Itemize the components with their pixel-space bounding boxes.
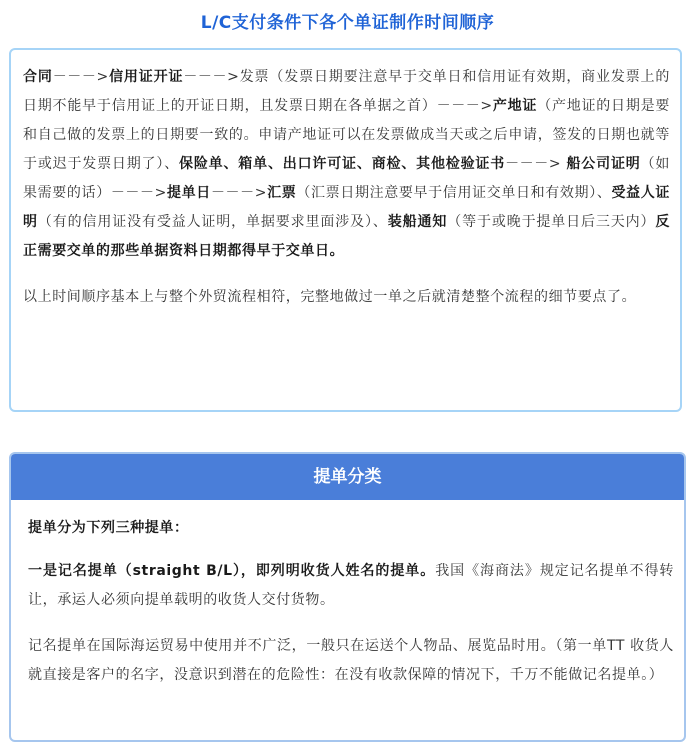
document-order-panel: [9, 48, 682, 412]
summary-paragraph: 以上时间顺序基本上与整个外贸流程相符，完整地做过一单之后就清楚整个流程的细节要点了。: [23, 289, 637, 305]
straight-bl-definition: 一是记名提单（straight B/L），即列明收货人姓名的提单。: [28, 563, 436, 579]
bl-classification-panel: [9, 452, 686, 742]
intro-paragraph: 提单分为下列三种提单：: [28, 520, 189, 536]
term-shipping-company-cert: 船公司证明: [566, 156, 641, 172]
term-bl-date: 提单日: [166, 185, 211, 201]
document-order-paragraph: 合同－－－>信用证开证－－－>发票（发票日期要注意早于交单日和信用证有效期，商业发票上的日期不能早于信用证上的开证日期，且发票日期在各单据之首）－－－>产地证（产地证的日期是要和自己做的发票上的日期要一致的。申请产地证可以在发票做成当天或之后申请，签发的日期也就等于或迟于发票日期了）、保险单、箱单、出口许可证、商检、其他检验证书－－－> 船公司证明（如果需要的话）－－－>提单日－－－>汇票（汇票日期注意要早于信用证交单日和有效期）、受益人证明（有的信用证没有受益人证明，单据要求里面涉及）、装船通知（等于或晚于提单日后三天内）反正需要交单的那些单据资料日期都得早于交单日。: [23, 69, 671, 259]
section-body: [11, 500, 684, 690]
straight-bl-paragraph: 一是记名提单（straight B/L），即列明收货人姓名的提单。我国《海商法》规定记名提单不得转让，承运人必须向提单载明的收货人交付货物。: [28, 563, 674, 608]
term-draft: 汇票: [267, 185, 297, 201]
straight-bl-usage-paragraph: 记名提单在国际海运贸易中使用并不广泛，一般只在运送个人物品、展览品时用。（第一单TT 收货人就直接是客户的名字，没意识到潜在的危险性：在没有收款保障的情况下，千万不能做记名提单。）: [28, 638, 674, 683]
term-lc-issuance: 信用证开证: [108, 69, 184, 85]
term-contract: 合同: [23, 69, 53, 85]
term-insurance-packing: 保险单、箱单、出口许可证、商检、其他检验证书: [179, 156, 506, 172]
section-header: 提单分类: [11, 454, 684, 500]
term-certificate-of-origin: 产地证: [492, 98, 538, 114]
term-beneficiary-cert: 受益人证明: [23, 185, 671, 230]
term-conclusion: 反正需要交单的那些单据资料日期都得早于交单日。: [23, 214, 670, 259]
term-shipping-advice: 装船通知: [387, 214, 448, 230]
page-title: L/C支付条件下各个单证制作时间顺序: [200, 13, 495, 33]
